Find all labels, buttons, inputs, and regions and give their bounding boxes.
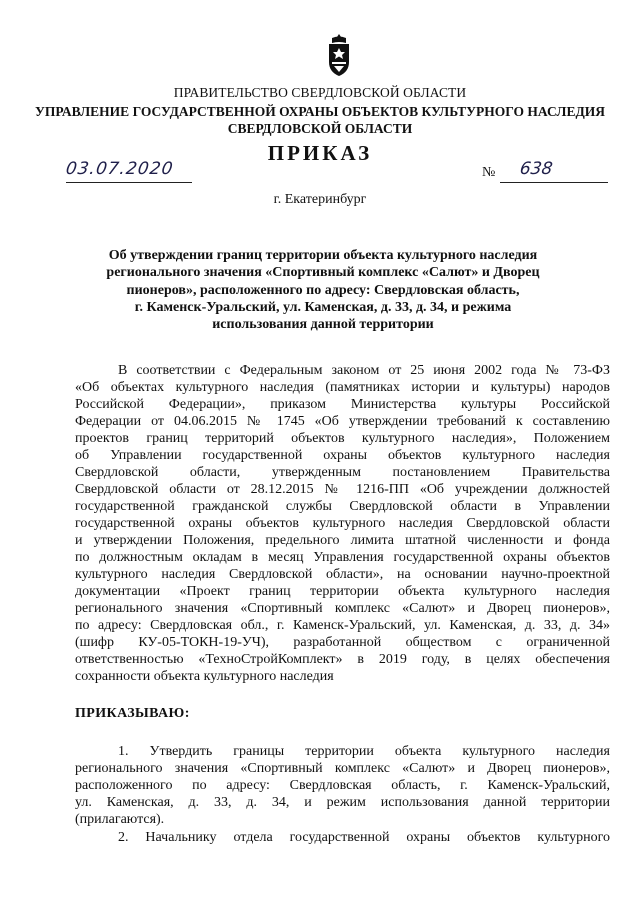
preamble-line: Федерации от 04.06.2015 № 1745 «Об утверждении требований к составлению (75, 414, 610, 429)
preamble-line: (шифр КУ-05-ТОКН-19-УЧ), разработанной обществом с ограниченной (75, 635, 610, 650)
preamble-line: государственной гражданской службы Свердловской области в Управлении (75, 499, 610, 514)
order-item-line: регионального значения «Спортивный комплекс «Салют» и Дворец пионеров», (75, 761, 610, 776)
preamble-line: Свердловской области, утвержденным постановлением Правительства (75, 465, 610, 480)
order-item-line: (прилагаются). (75, 812, 165, 827)
subject-line: Об утверждении границ территории объекта культурного наследия (108, 248, 538, 263)
subject-line: г. Каменск-Уральский, ул. Каменская, д. 33, д. 34, и режима (134, 299, 512, 315)
government-name: ПРАВИТЕЛЬСТВО СВЕРДЛОВСКОЙ ОБЛАСТИ (173, 85, 467, 100)
order-directive: ПРИКАЗЫВАЮ: (75, 706, 190, 721)
number-underline (500, 182, 608, 183)
preamble-line: и утверждении Положения, предельного лимита штатной численности и фонда (75, 533, 610, 548)
preamble-line: проектов границ территорий объектов культурного наследия», Положением (75, 431, 610, 446)
number-sign: № (482, 165, 496, 180)
order-item-line: ул. Каменская, д. 33, д. 34, и режим использования данной территории (75, 795, 610, 810)
preamble-line: регионального значения «Спортивный комплекс «Салют» и Дворец пионеров», (75, 601, 610, 616)
order-item-line: расположенного по адресу: Свердловская область, г. Каменск-Уральский, (75, 778, 610, 793)
order-item-line: 1. Утвердить границы территории объекта культурного наследия (118, 744, 610, 759)
preamble-line: по адресу: Свердловская обл., г. Каменск-Уральский, ул. Каменская, д. 33, д. 34» (75, 618, 610, 633)
preamble-line: ответственностью «ТехноСтройКомплект» в 2019 году, в целях обеспечения (75, 652, 610, 667)
order-date: 03.07.2020 (64, 159, 175, 179)
department-line-1: УПРАВЛЕНИЕ ГОСУДАРСТВЕННОЙ ОХРАНЫ ОБЪЕКТОВ КУЛЬТУРНОГО НАСЛЕДИЯ (34, 104, 606, 119)
preamble-line: Российской Федерации», приказом Министерства культуры Российской (75, 397, 610, 412)
department-name (0, 103, 640, 137)
order-subject (98, 247, 548, 333)
preamble-line: государственной охраны объектов культурного наследия Свердловской области (75, 516, 610, 531)
preamble-line: В соответствии с Федеральным законом от 25 июня 2002 года № 73-ФЗ (118, 363, 610, 378)
coat-of-arms-icon (327, 34, 351, 76)
subject-line: пионеров», расположенного по адресу: Свердловская область, (126, 282, 520, 298)
preamble-line: документации «Проект границ территории объекта культурного наследия (75, 584, 610, 599)
preamble-line: по должностным окладам в месяц Управления государственной охраны объектов (75, 550, 610, 565)
order-number: 638 (518, 159, 554, 179)
subject-line: регионального значения «Спортивный комплекс «Салют» и Дворец (106, 265, 540, 281)
subject-line: использования данной территории (212, 317, 434, 333)
department-line-2: СВЕРДЛОВСКОЙ ОБЛАСТИ (227, 121, 413, 136)
preamble-line: сохранности объекта культурного наследия (75, 669, 334, 684)
preamble-line: «Об объектах культурного наследия (памятниках истории и культуры) народов (75, 380, 610, 395)
order-item-line: 2. Начальнику отдела государственной охраны объектов культурного (118, 830, 610, 845)
city: г. Екатеринбург (273, 192, 367, 207)
preamble-line: культурного наследия Свердловской области», на основании научно-проектной (75, 567, 610, 582)
date-underline (66, 182, 192, 183)
preamble-line: Свердловской области от 28.12.2015 № 1216-ПП «Об учреждении должностей (75, 482, 610, 497)
document-title: ПРИКАЗ (267, 141, 373, 165)
preamble-line: об Управлении государственной охраны объектов культурного наследия (75, 448, 610, 463)
